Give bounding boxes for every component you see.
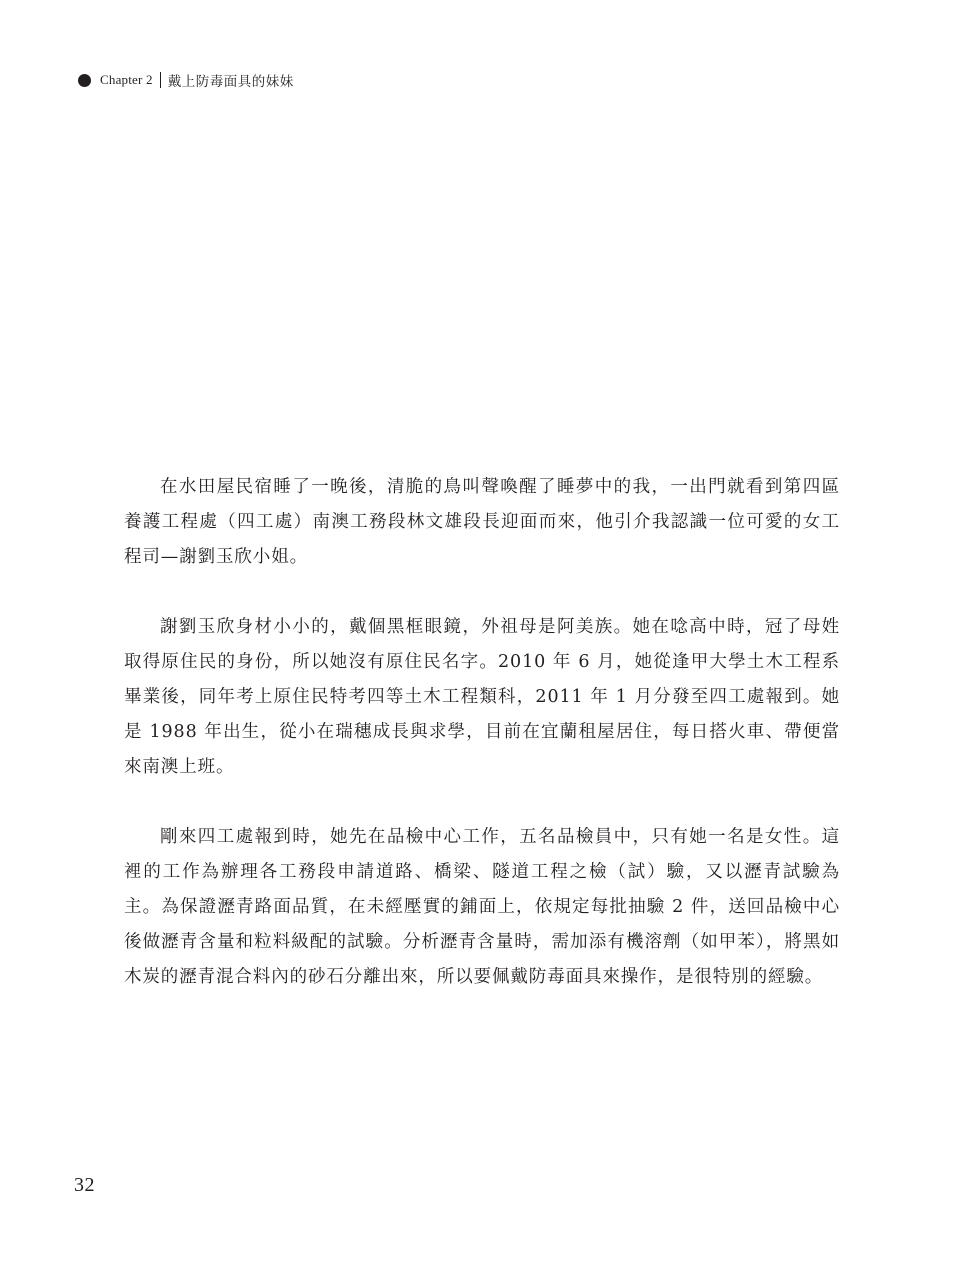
page-number: 32 — [74, 1174, 95, 1196]
paragraph-2: 謝劉玉欣身材小小的，戴個黑框眼鏡，外祖母是阿美族。她在唸高中時，冠了母姓取得原住民的身份，所以她沒有原住民名字。2010 年 6 月，她從逢甲大學土木工程系畢業後，同年考上原住民特考四等土木工程類科，2011 年 1 月分發至四工處報到。她是 1988 年出生，從小在瑞穗成長與求學，目前在宜蘭租屋居住，每日搭火車、帶便當來南澳上班。 — [124, 617, 840, 777]
header-divider — [160, 72, 161, 88]
chapter-title: 戴上防毒面具的妹妹 — [167, 74, 294, 90]
body-text — [124, 470, 840, 1030]
paragraph-1: 在水田屋民宿睡了一晚後，清脆的鳥叫聲喚醒了睡夢中的我，一出門就看到第四區養護工程處（四工處）南澳工務段林文雄段長迎面而來，他引介我認識一位可愛的女工程司—謝劉玉欣小姐。 — [124, 477, 840, 567]
bullet-dot-icon — [78, 74, 91, 87]
chapter-label: Chapter 2 — [100, 72, 153, 87]
paragraph-3: 剛來四工處報到時，她先在品檢中心工作，五名品檢員中，只有她一名是女性。這裡的工作為辦理各工務段申請道路、橋梁、隧道工程之檢（試）驗，又以瀝青試驗為主。為保證瀝青路面品質，在未經壓實的鋪面上，依規定每批抽驗 2 件，送回品檢中心後做瀝青含量和粒料級配的試驗。分析瀝青含量時，需加添有機溶劑（如甲苯），將黑如木炭的瀝青混合料內的砂石分離出來，所以要佩戴防毒面具來操作，是很特別的經驗。 — [124, 827, 840, 987]
running-header — [78, 70, 294, 90]
